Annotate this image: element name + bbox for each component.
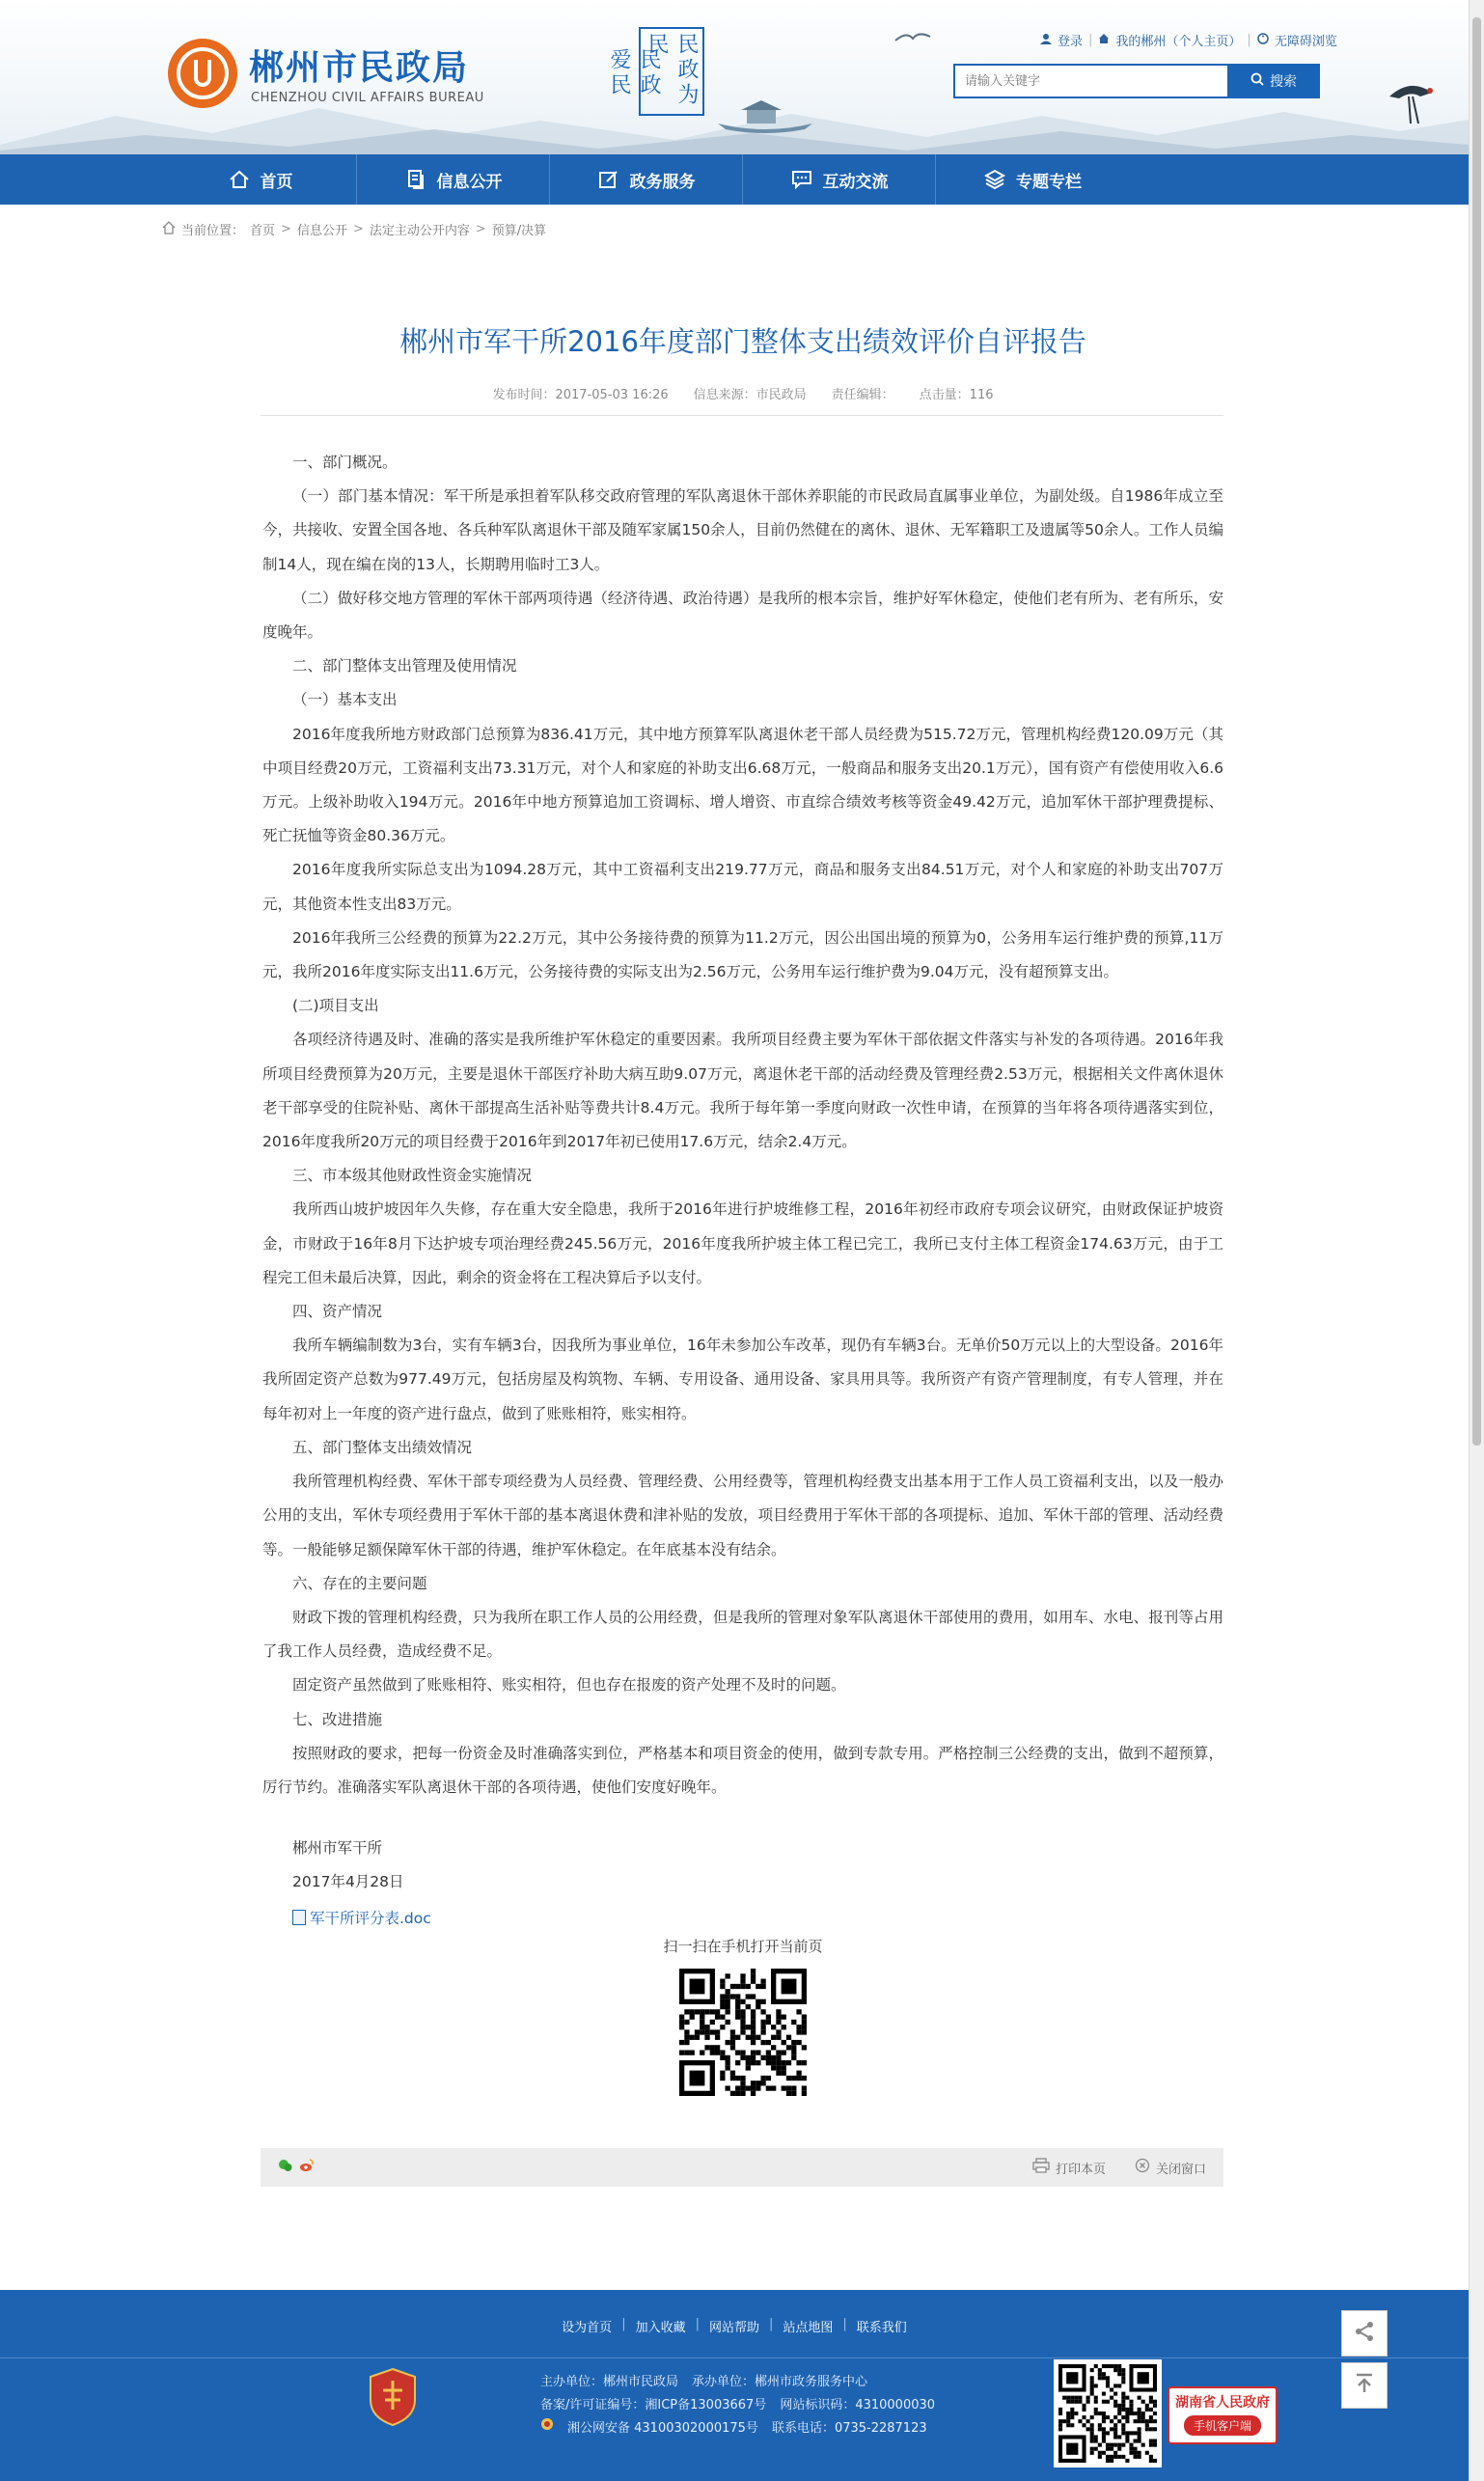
printer-icon xyxy=(1032,2158,1050,2177)
hunan-gov-app-badge[interactable] xyxy=(1168,2386,1278,2444)
close-label: 关闭窗口 xyxy=(1155,2162,1206,2177)
set-homepage-link[interactable]: 设为首页 xyxy=(562,2321,613,2335)
article-paragraph: 我所管理机构经费、军休干部专项经费为人员经费、管理经费、公用经费等，管理机构经费支出基本用于工作人员工资福利支出，以及一般办公用的支出，军休专项经费用于军休干部的基本离退休费和津补贴的发放，项目经费用于军休干部的各项提标、追加、军休干部的管理、活动经费等。一般能够足额保障军休干部的待遇，维护军休稳定。在年底基本没有结余。 xyxy=(262,1473,1223,1558)
article-paragraph: （一）基本支出 xyxy=(292,691,398,709)
wechat-share-icon[interactable] xyxy=(278,2158,293,2177)
info-source: 信息来源：市民政局 xyxy=(693,388,807,402)
article-paragraph: （一）部门基本情况：军干所是承担着军队移交政府管理的军队离退休干部休养职能的市民政局直属事业单位，为副处级。自1986年成立至今，共接收、安置全国各地、各兵种军队离退休干部及随军家属150余人，目前仍然健在的离休、退休、无军籍职工及遗属等50余人。工作人员编制14人，现在编在岗的13人，长期聘用临时工3人。 xyxy=(262,487,1223,573)
search-input[interactable] xyxy=(953,64,1227,98)
nav-item-info-disclosure[interactable] xyxy=(357,154,550,205)
article-paragraph: 我所车辆编制数为3台，实有车辆3台，因我所为事业单位，16年未参加公车改革，现仍有车辆3台。无单价50万元以上的大型设备。2016年我所固定资产总数为977.49万元，包括房屋及构筑物、车辆、专用设备、通用设备、家具用具等。我所资产有资产管理制度，有专人管理，并在每年初对上一年度的资产进行盘点，做到了账账相符，账实相符。 xyxy=(262,1337,1223,1422)
print-label: 打印本页 xyxy=(1055,2162,1106,2177)
site-header xyxy=(0,0,1469,154)
print-button[interactable] xyxy=(1032,2158,1106,2177)
scrollbar-thumb[interactable] xyxy=(1472,17,1481,1446)
close-icon xyxy=(1135,2158,1150,2177)
breadcrumb-budget[interactable]: 预算/决算 xyxy=(491,224,547,238)
slogan-right: 民政为民 xyxy=(639,27,704,116)
add-favorite-link[interactable]: 加入收藏 xyxy=(635,2321,686,2335)
article-paragraph: （二）做好移交地方管理的军休干部两项待遇（经济待遇、政治待遇）是我所的根本宗旨，维护好军休稳定，使他们老有所为、老有所乐，安度晚年。 xyxy=(262,589,1223,642)
contact-phone: 联系电话：0735-2287123 xyxy=(771,2421,927,2436)
footer-host-line xyxy=(540,2371,867,2389)
close-window-button[interactable] xyxy=(1135,2158,1206,2177)
top-links: 登录 | 我的郴州（个人主页） | 无障碍浏览 xyxy=(1040,31,1337,49)
breadcrumb-info-disclosure[interactable]: 信息公开 xyxy=(296,224,347,238)
article-paragraph: 2016年我所三公经费的预算为22.2万元，其中公务接待费的预算为11.2万元，因公出国出境的预算为0，公务用车运行维护费的预算,11万元，我所2016年度实际支出11.6万元，公务接待费的实际支出为2.56万元，公务用车运行维护费为9.04万元，没有超预算支出。 xyxy=(262,928,1223,981)
page-qr-code xyxy=(679,1969,807,2096)
search-button-label: 搜索 xyxy=(1270,74,1297,90)
site-name: 郴州市民政局 xyxy=(249,48,470,88)
article-paragraph: 按照财政的要求，把每一份资金及时准确落实到位，严格基本和项目资金的使用，做到专款专用。严格控制三公经费的支出，做到不超预算，厉行节约。准确落实军队离退休干部的各项待遇，使他们安度好晚年。 xyxy=(262,1744,1223,1796)
article-body xyxy=(262,446,1223,1805)
accessibility-link[interactable]: 无障碍浏览 xyxy=(1274,35,1337,49)
document-icon xyxy=(404,168,427,191)
boat-illustration xyxy=(712,96,818,135)
bird-illustration xyxy=(893,29,932,48)
article-paragraph: 二、部门整体支出管理及使用情况 xyxy=(292,657,517,675)
article-paragraph: 三、市本级其他财政性资金实施情况 xyxy=(292,1167,533,1185)
footer-police-line xyxy=(540,2417,927,2436)
article-paragraph: (二)项目支出 xyxy=(292,997,379,1015)
slogan-left: 民政爱民 xyxy=(607,48,661,98)
nav-item-special-topics[interactable] xyxy=(936,154,1129,205)
layers-icon xyxy=(983,168,1006,191)
police-badge-icon xyxy=(540,2417,554,2436)
share-float-button[interactable] xyxy=(1341,2310,1388,2357)
responsible-editor: 责任编辑： xyxy=(831,388,894,402)
signature-org: 郴州市军干所 xyxy=(292,1839,383,1857)
page-scrollbar[interactable] xyxy=(1469,0,1484,2481)
article-paragraph: 五、部门整体支出绩效情况 xyxy=(292,1438,473,1456)
search-button[interactable] xyxy=(1227,64,1320,98)
attachment-name: 军干所评分表.doc xyxy=(310,1910,431,1927)
sitemap-link[interactable]: 站点地图 xyxy=(783,2321,834,2335)
breadcrumb-home[interactable]: 首页 xyxy=(250,224,276,238)
article-paragraph: 固定资产虽然做到了账账相符、账实相符，但也存在报废的资产处理不及时的问题。 xyxy=(292,1676,846,1695)
article-paragraph: 七、改进措施 xyxy=(292,1710,383,1728)
host-unit: 主办单位：郴州市民政局 xyxy=(540,2375,679,2389)
footer-record-line xyxy=(540,2394,935,2412)
meta-divider xyxy=(261,415,1223,416)
article-paragraph: 我所西山坡护坡因年久失修，存在重大安全隐患，我所于2016年进行护坡维修工程，2016年初经市政府专项会议研究，由财政保证护坡资金，市财政于16年8月下达护坡专项治理经费245.56万元，2016年度我所护坡主体工程已完工，我所已支付主体工程资金174.63万元，由于工程完工但未最后决算，因此，剩余的资金将在工程决算后予以支付。 xyxy=(262,1200,1223,1286)
nav-label: 专题专栏 xyxy=(1016,172,1082,192)
edit-icon xyxy=(597,168,620,191)
my-chenzhou-link[interactable]: 我的郴州（个人主页） xyxy=(1115,35,1242,49)
publish-time: 发布时间：2017-05-03 16:26 xyxy=(492,388,669,402)
weibo-share-icon[interactable] xyxy=(299,2158,315,2177)
nav-label: 互动交流 xyxy=(822,172,889,192)
qr-caption: 扫一扫在手机打开当前页 xyxy=(663,1938,823,1955)
contact-us-link[interactable]: 联系我们 xyxy=(856,2321,907,2335)
doc-file-icon xyxy=(292,1910,306,1925)
article-paragraph: 财政下拨的管理机构经费，只为我所在职工作人员的公用经费，但是我所的管理对象军队离退休干部使用的费用，如用车、水电、报刊等占用了我工作人员经费，造成经费不足。 xyxy=(262,1608,1223,1661)
article-paragraph: 各项经济待遇及时、准确的落实是我所维护军休稳定的重要因素。我所项目经费主要为军休干部依据文件落实与补发的各项待遇。2016年我所项目经费预算为20万元，主要是退休干部医疗补助大病互助9.07万元，离退休老干部的活动经费及管理经费2.53万元，根据相关文件离休退休老干部享受的住院补贴、离休干部提高生活补贴等费共计8.4万元。我所于每年第一季度向财政一次性申请，在预算的当年将各项待遇落实到位，2016年度我所20万元的项目经费于2016年到2017年初已使用17.6万元，结余2.4万元。 xyxy=(262,1031,1223,1151)
main-nav xyxy=(0,154,1469,205)
article-toolbar xyxy=(261,2148,1223,2187)
nav-item-home[interactable] xyxy=(164,154,357,205)
nav-item-gov-service[interactable] xyxy=(550,154,743,205)
nav-label: 信息公开 xyxy=(436,172,503,192)
home-small-icon xyxy=(1098,33,1110,48)
breadcrumb-statutory[interactable]: 法定主动公开内容 xyxy=(369,224,470,238)
home-icon xyxy=(228,168,251,191)
footer-divider xyxy=(0,2357,1469,2358)
signature-date: 2017年4月28日 xyxy=(292,1873,404,1890)
site-footer xyxy=(0,2290,1469,2481)
article-paragraph: 一、部门概况。 xyxy=(292,454,398,471)
site-name-english: CHENZHOU CIVIL AFFAIRS BUREAU xyxy=(251,91,484,105)
hit-count: 点击量：116 xyxy=(919,388,994,402)
attachment-link[interactable] xyxy=(292,1907,431,1928)
site-code: 网站标识码：4310000030 xyxy=(780,2398,936,2412)
site-help-link[interactable]: 网站帮助 xyxy=(708,2321,759,2335)
slogan-calligraphy xyxy=(598,19,704,116)
share-icon xyxy=(1352,2319,1377,2348)
article-title: 郴州市军干所2016年度部门整体支出绩效评价自评报告 xyxy=(399,325,1086,358)
bureau-logo[interactable] xyxy=(168,39,237,108)
chat-icon xyxy=(790,168,813,191)
login-link[interactable]: 登录 xyxy=(1058,35,1084,49)
footer-links: 设为首页 | 加入收藏 | 网站帮助 | 站点地图 | 联系我们 xyxy=(562,2317,907,2335)
icp-record: 备案/许可证编号：湘ICP备13003667号 xyxy=(540,2398,767,2412)
search-icon xyxy=(1250,72,1264,90)
app-badge-title: 湖南省人民政府 xyxy=(1175,2395,1270,2411)
gov-error-report-badge[interactable] xyxy=(367,2367,419,2427)
share-icons xyxy=(278,2158,315,2177)
crane-illustration xyxy=(1382,68,1440,129)
article-paragraph: 六、存在的主要问题 xyxy=(292,1574,427,1592)
nav-label: 首页 xyxy=(260,172,293,192)
nav-label: 政务服务 xyxy=(629,172,696,192)
location-home-icon xyxy=(162,221,176,238)
back-to-top-button[interactable] xyxy=(1341,2362,1388,2409)
article-paragraph: 四、资产情况 xyxy=(292,1303,383,1321)
arrow-up-icon xyxy=(1352,2371,1377,2400)
user-icon xyxy=(1040,33,1052,48)
breadcrumb: 当前位置： 首页 > 信息公开 > 法定主动公开内容 > 预算/决算 xyxy=(162,220,546,238)
police-record: 湘公网安备 43100302000175号 xyxy=(567,2421,758,2436)
undertaker-unit: 承办单位：郴州市政务服务中心 xyxy=(692,2375,868,2389)
footer-qr-code xyxy=(1054,2359,1162,2467)
app-badge-subtitle: 手机客户端 xyxy=(1184,2415,1261,2436)
breadcrumb-prefix: 当前位置： xyxy=(181,224,245,238)
nav-item-interaction[interactable] xyxy=(743,154,936,205)
article-meta xyxy=(261,384,1225,402)
article-paragraph: 2016年度我所实际总支出为1094.28万元，其中工资福利支出219.77万元，商品和服务支出84.51万元，对个人和家庭的补助支出707万元，其他资本性支出83万元。 xyxy=(262,861,1223,913)
accessibility-icon xyxy=(1257,33,1269,48)
search-bar xyxy=(953,64,1320,98)
article-paragraph: 2016年度我所地方财政部门总预算为836.41万元，其中地方预算军队离退休老干部人员经费为515.72万元，管理机构经费120.09万元（其中项目经费20万元，工资福利支出73.31万元，对个人和家庭的补助支出6.68万元，一般商品和服务支出20.1万元），国有资产有偿使用收入6.6万元。上级补助收入194万元。2016年中地方预算追加工资调标、增人增资、市直综合绩效考核等资金49.42万元，追加军休干部护理费提标、死亡抚恤等资金80.36万元。 xyxy=(262,725,1223,845)
